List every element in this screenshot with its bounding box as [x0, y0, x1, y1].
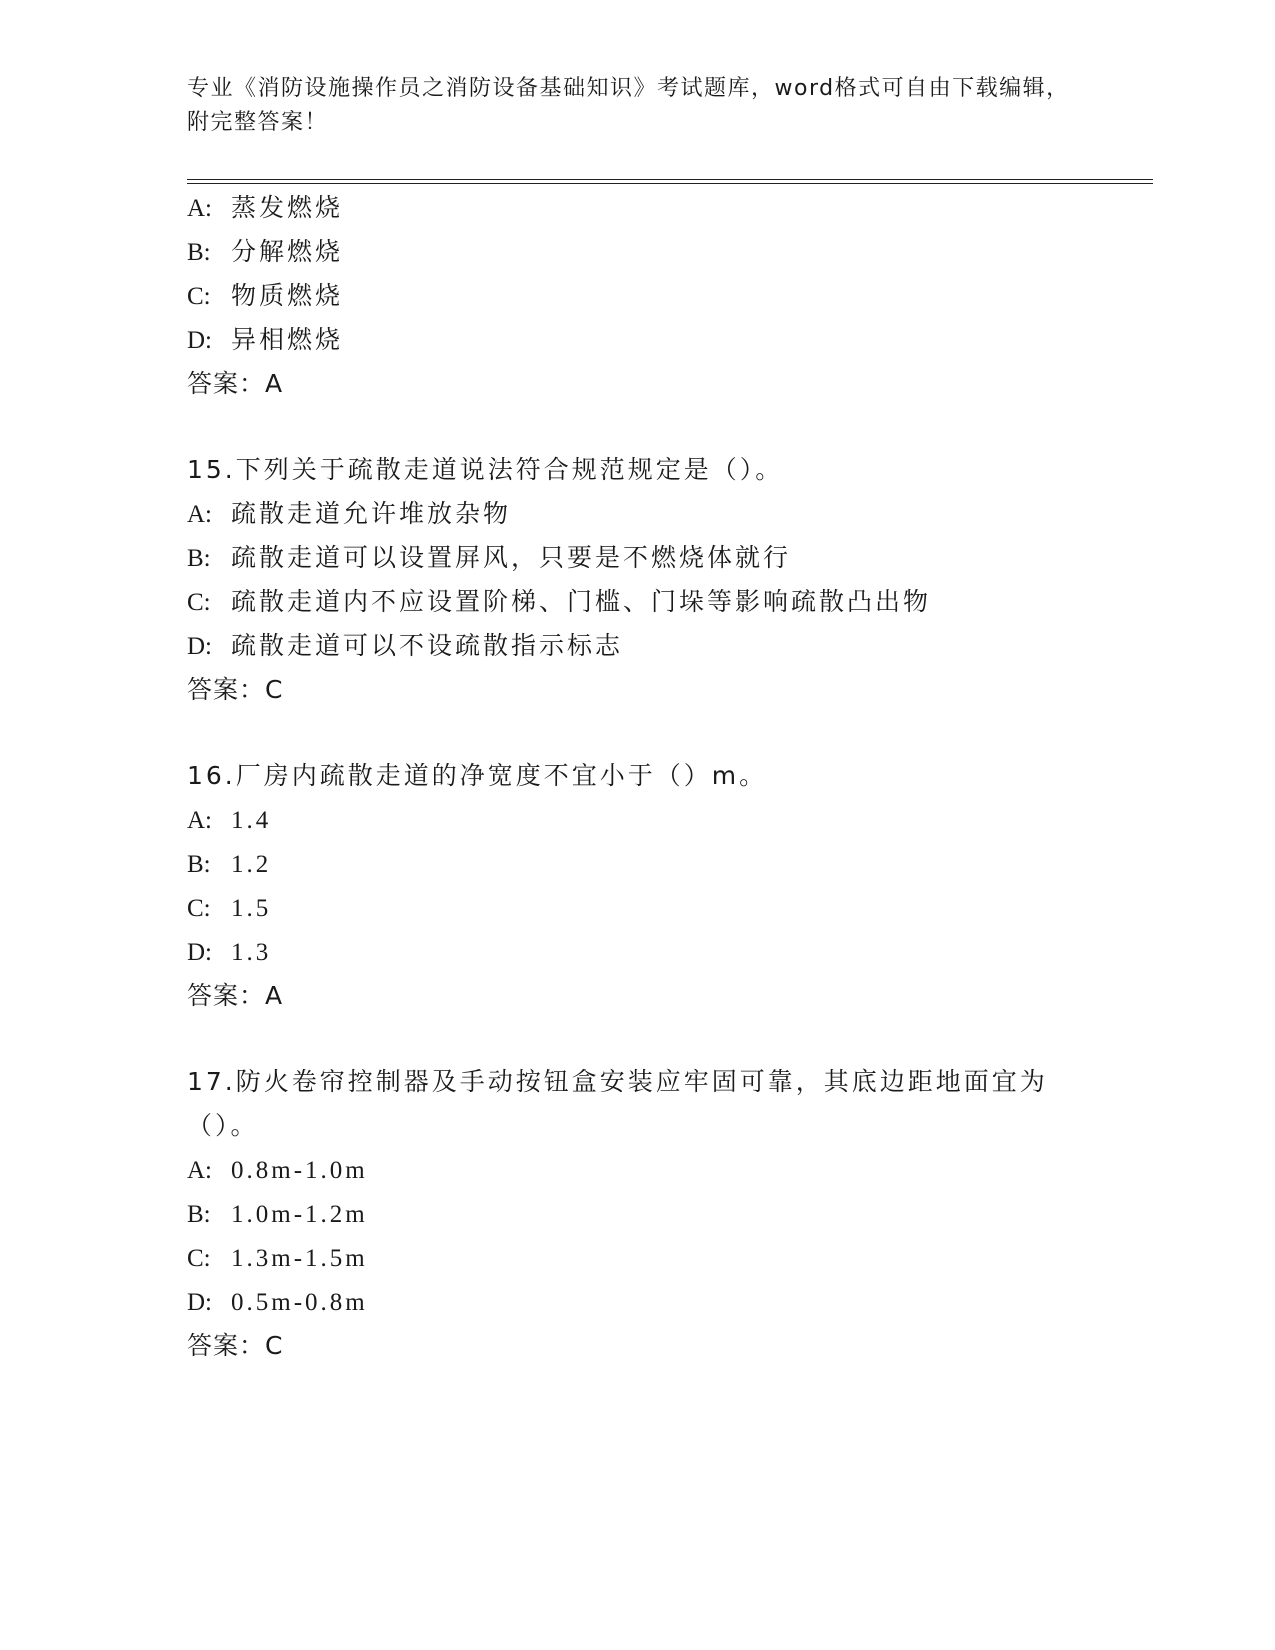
q14-option-b: [187, 237, 343, 268]
option-text: 物质燃烧: [231, 281, 344, 310]
option-letter: D:: [187, 633, 212, 660]
q17-answer: 答案：C: [187, 1331, 284, 1360]
option-text: 蒸发燃烧: [231, 193, 344, 222]
option-text: 0.8m-1.0m: [231, 1157, 368, 1184]
q16-option-a: [187, 805, 271, 836]
q14-option-d: [187, 325, 343, 356]
option-text: 1.0m-1.2m: [231, 1201, 368, 1228]
q14-option-c: [187, 281, 343, 312]
q14-option-a: [187, 193, 343, 224]
option-letter: B:: [187, 1201, 211, 1228]
option-letter: A:: [187, 195, 212, 222]
q17-option-b: [187, 1199, 368, 1230]
option-text: 1.5: [231, 895, 272, 922]
q16-answer: 答案：A: [187, 981, 284, 1010]
option-text: 疏散走道内不应设置阶梯、门槛、门垛等影响疏散凸出物: [231, 587, 932, 616]
option-letter: A:: [187, 807, 212, 834]
option-text: 异相燃烧: [231, 325, 344, 354]
header-divider-bottom: [187, 183, 1153, 184]
option-letter: A:: [187, 501, 212, 528]
option-text: 1.4: [231, 807, 272, 834]
option-letter: B:: [187, 545, 211, 572]
q15-option-a: [187, 499, 511, 530]
option-text: 1.3: [231, 939, 272, 966]
option-letter: A:: [187, 1157, 212, 1184]
option-letter: D:: [187, 939, 212, 966]
option-text: 分解燃烧: [231, 237, 344, 266]
option-letter: D:: [187, 1289, 212, 1316]
document-header: 专业《消防设施操作员之消防设备基础知识》考试题库，word格式可自由下载编辑，附完整答案！: [187, 76, 1070, 135]
q15-question: 15.下列关于疏散走道说法符合规范规定是（）。: [187, 455, 784, 484]
q15-option-c: [187, 587, 931, 618]
header-divider-top: [187, 179, 1153, 180]
q16-option-c: [187, 893, 271, 924]
q16-question: 16.厂房内疏散走道的净宽度不宜小于（）m。: [187, 761, 768, 790]
q14-answer: 答案：A: [187, 369, 284, 398]
option-text: 疏散走道可以设置屏风，只要是不燃烧体就行: [231, 543, 792, 572]
q16-option-d: [187, 937, 271, 968]
q17-question-line2: （）。: [187, 1111, 259, 1140]
q17-question-line1: 17.防火卷帘控制器及手动按钮盒安装应牢固可靠，其底边距地面宜为: [187, 1067, 1048, 1096]
option-text: 1.3m-1.5m: [231, 1245, 368, 1272]
q15-answer: 答案：C: [187, 675, 284, 704]
option-letter: B:: [187, 239, 211, 266]
option-text: 1.2: [231, 851, 272, 878]
option-letter: D:: [187, 327, 212, 354]
option-text: 0.5m-0.8m: [231, 1289, 368, 1316]
option-letter: C:: [187, 895, 211, 922]
option-text: 疏散走道可以不设疏散指示标志: [231, 631, 624, 660]
q17-option-d: [187, 1287, 368, 1318]
q17-option-c: [187, 1243, 368, 1274]
q16-option-b: [187, 849, 271, 880]
option-letter: B:: [187, 851, 211, 878]
option-letter: C:: [187, 589, 211, 616]
option-letter: C:: [187, 1245, 211, 1272]
q15-option-d: [187, 631, 623, 662]
q17-option-a: [187, 1155, 368, 1186]
q15-option-b: [187, 543, 791, 574]
option-text: 疏散走道允许堆放杂物: [231, 499, 512, 528]
option-letter: C:: [187, 283, 211, 310]
